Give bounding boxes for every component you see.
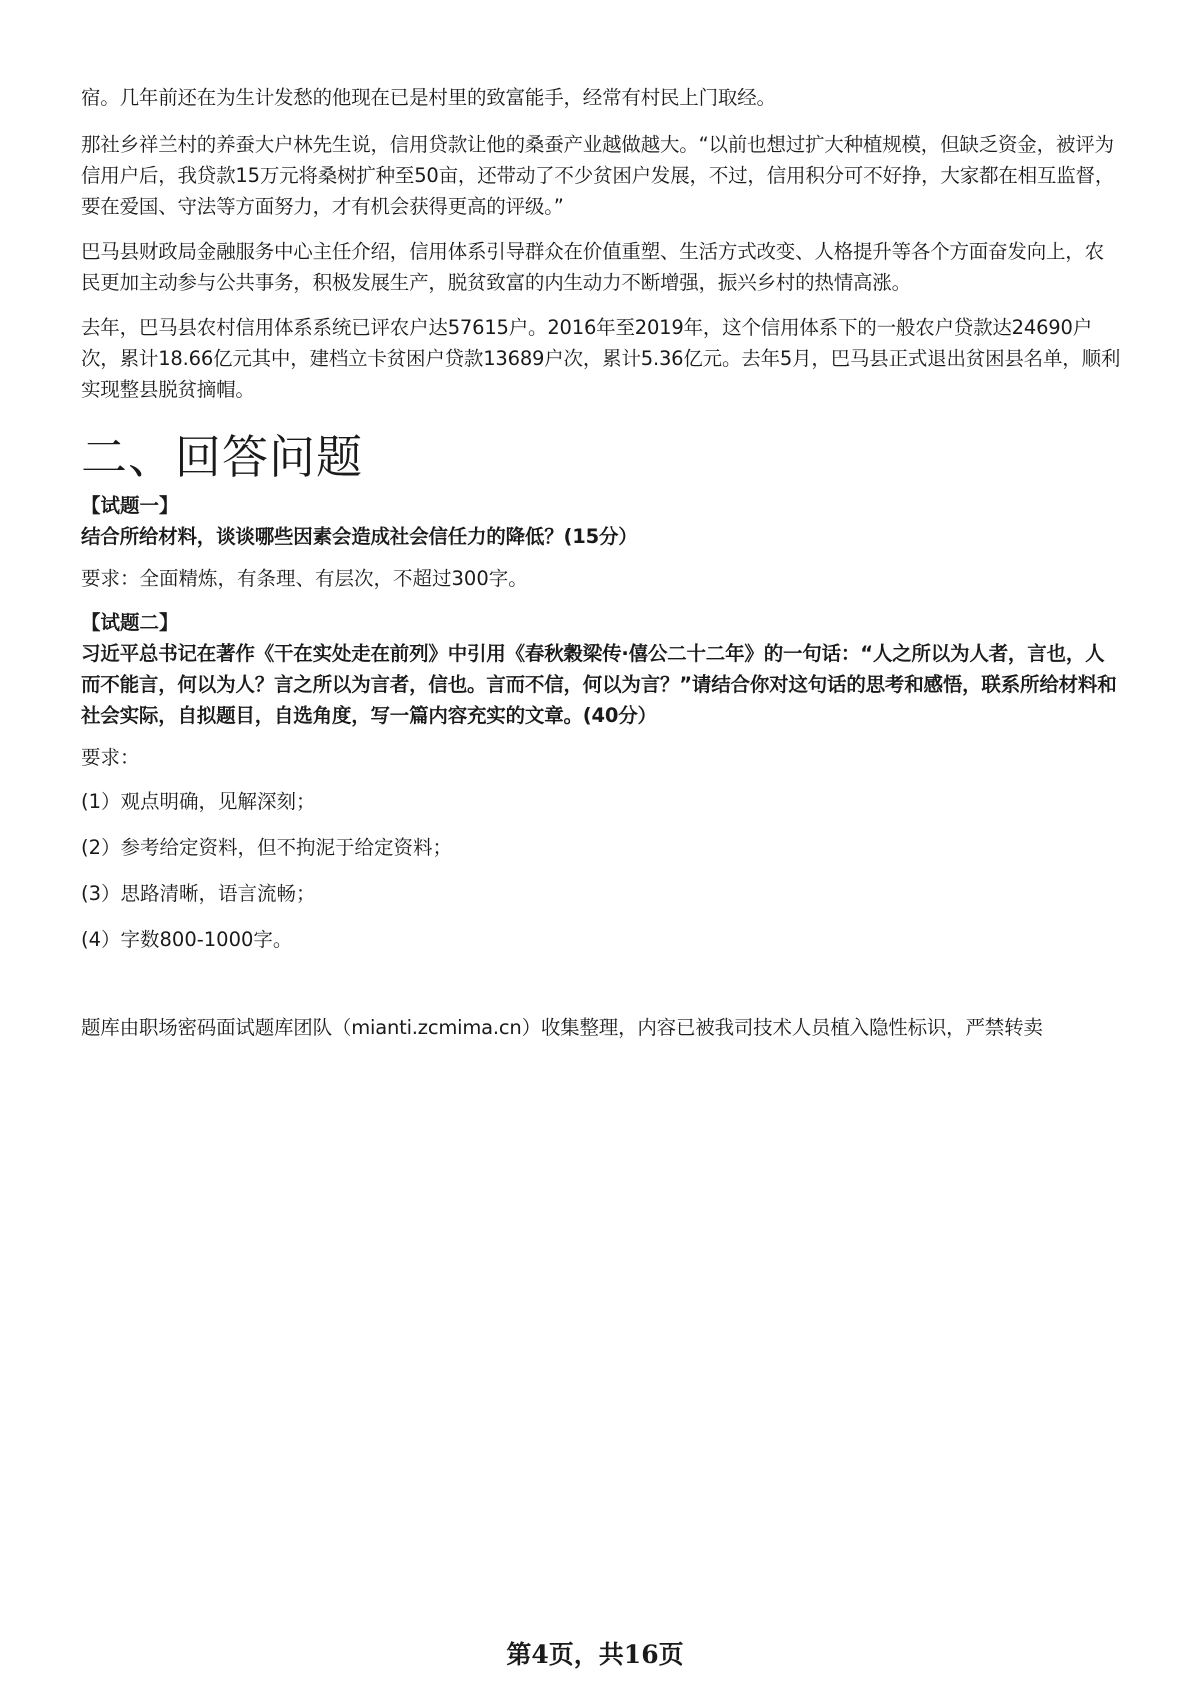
page-number: 第4页，共16页 xyxy=(506,1640,684,1669)
question-2-requirement-label: 要求： xyxy=(81,746,140,769)
paragraph-2: 那社乡祥兰村的养蚕大户林先生说，信用贷款让他的桑蚕产业越做越大。“以前也想过扩大种植规模，但缺乏资金，被评为信用户后，我贷款15万元将桑树扩种至50亩，还带动了不少贫困户发展，不过，信用积分可不好挣，大家都在相互监督，要在爱国、守法等方面努力，才有机会获得更高的评级。” xyxy=(81,133,1115,218)
footer-note: 题库由职场密码面试题库团队（mianti.zcmima.cn）收集整理，内容已被我司技术人员植入隐性标识，严禁转卖 xyxy=(81,1016,1043,1039)
question-1-requirement: 要求：全面精炼，有条理、有层次，不超过300字。 xyxy=(81,567,528,590)
question-1-text: 结合所给材料，谈谈哪些因素会造成社会信任力的降低？(15分） xyxy=(81,525,638,548)
paragraph-1: 宿。几年前还在为生计发愁的他现在已是村里的致富能手，经常有村民上门取经。 xyxy=(81,86,776,109)
question-2 xyxy=(81,608,1121,955)
paragraph-3: 巴马县财政局金融服务中心主任介绍，信用体系引导群众在价值重塑、生活方式改变、人格提升等各个方面奋发向上，农民更加主动参与公共事务，积极发展生产，脱贫致富的内生动力不断增强，振兴乡村的热情高涨。 xyxy=(81,240,1104,294)
document-page xyxy=(81,82,1121,1043)
question-2-label: 【试题二】 xyxy=(81,611,179,634)
paragraph-4: 去年，巴马县农村信用体系系统已评农户达57615户。2016年至2019年，这个信用体系下的一般农户贷款达24690户次，累计18.66亿元其中，建档立卡贫困户贷款13689户次，累计5.36亿元。去年5月，巴马县正式退出贫困县名单，顺利实现整县脱贫摘帽。 xyxy=(81,316,1121,401)
requirement-item-3: (3）思路清晰，语言流畅； xyxy=(81,882,316,905)
requirement-item-2: (2）参考给定资料，但不拘泥于给定资料； xyxy=(81,836,453,859)
question-1 xyxy=(81,491,1121,594)
requirement-item-4: (4）字数800-1000字。 xyxy=(81,928,293,951)
section-title: 二、回答问题 xyxy=(81,430,363,484)
question-2-text: 习近平总书记在著作《干在实处走在前列》中引用《春秋穀梁传·僖公二十二年》的一句话：“人之所以为人者，言也，人而不能言，何以为人？言之所以为言者，信也。言而不信，何以为言？”请结合你对这句话的思考和感悟，联系所给材料和社会实际，自拟题目，自选角度，写一篇内容充实的文章。(40分） xyxy=(81,642,1117,727)
question-1-label: 【试题一】 xyxy=(81,494,179,517)
requirement-item-1: (1）观点明确，见解深刻； xyxy=(81,790,316,813)
